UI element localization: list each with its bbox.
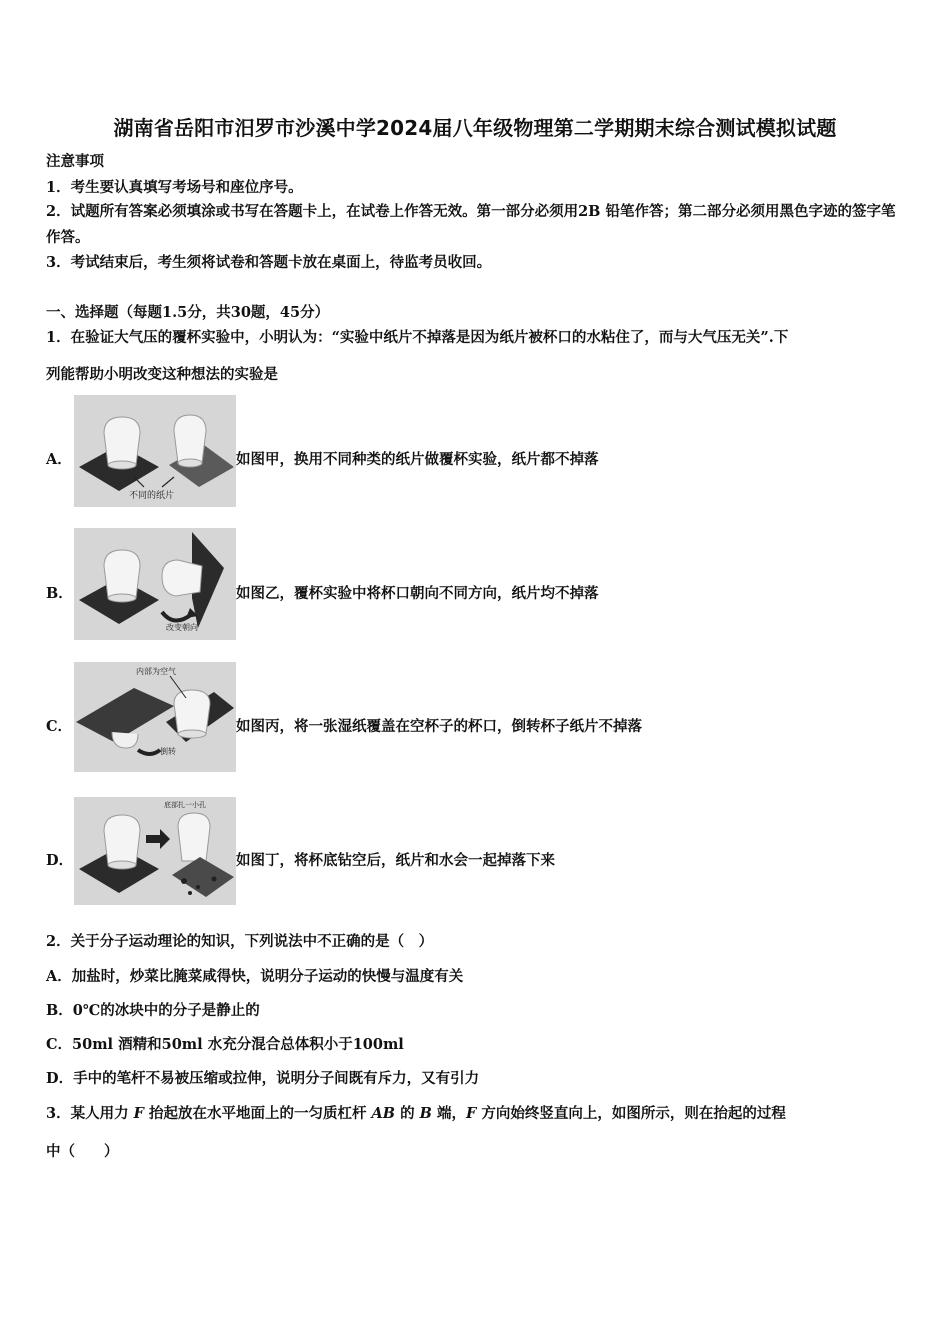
q3-var-f1: F bbox=[133, 1105, 144, 1122]
q3-stem-line1 bbox=[46, 1104, 908, 1124]
figure-b-caption: 改变朝向 bbox=[166, 623, 198, 632]
exam-title: 湖南省岳阳市汨罗市沙溪中学2024届八年级物理第二学期期末综合测试模拟试题 bbox=[113, 116, 837, 140]
q1-stem-line1: 1．在验证大气压的覆杯实验中，小明认为：“实验中纸片不掉落是因为纸片被杯口的水粘住了，而与大气压无关”.下 bbox=[46, 329, 789, 346]
q1-option-b-label: B． bbox=[46, 585, 73, 602]
q2-option-c: C．50ml 酒精和50ml 水充分混合总体积小于100ml bbox=[46, 1036, 404, 1053]
q2-stem: 2．关于分子运动理论的知识，下列说法中不正确的是（ ） bbox=[46, 933, 434, 950]
notice-item-2: 2．试题所有答案必须填涂或书写在答题卡上，在试卷上作答无效。第一部分必须用2B 铅笔作答；第二部分必须用黑色字迹的签字笔作答。 bbox=[46, 203, 896, 246]
q3-text-5: 方向始终竖直向上，如图所示，则在抬起的过程 bbox=[476, 1105, 786, 1122]
q3-text-4: 端， bbox=[431, 1105, 466, 1122]
q3-text-2: 抬起放在水平地面上的一匀质杠杆 bbox=[143, 1105, 372, 1122]
q1-option-d-label: D． bbox=[46, 852, 74, 869]
figure-c-caption2: 倒转 bbox=[160, 747, 176, 756]
figure-a-image bbox=[74, 395, 236, 507]
q1-option-c-text: 如图丙，将一张湿纸覆盖在空杯子的杯口，倒转杯子纸片不掉落 bbox=[236, 718, 642, 735]
q2-option-a: A．加盐时，炒菜比腌菜咸得快，说明分子运动的快慢与温度有关 bbox=[46, 968, 464, 985]
q3-stem-line2: 中（ ） bbox=[46, 1143, 119, 1160]
q1-option-d-text: 如图丁，将杯底钻空后，纸片和水会一起掉落下来 bbox=[236, 852, 555, 869]
q2-option-b: B．0℃的冰块中的分子是静止的 bbox=[46, 1002, 260, 1019]
notice-item-1: 1．考生要认真填写考场号和座位序号。 bbox=[46, 179, 303, 196]
q1-option-b-text: 如图乙，覆杯实验中将杯口朝向不同方向，纸片均不掉落 bbox=[236, 585, 599, 602]
q3-var-b: B bbox=[419, 1105, 432, 1122]
q3-var-f2: F bbox=[466, 1105, 477, 1122]
q3-var-ab: AB bbox=[371, 1105, 396, 1122]
section-heading: 一、选择题（每题1.5分，共30题，45分） bbox=[46, 304, 330, 321]
notice-item-3: 3．考试结束后，考生须将试卷和答题卡放在桌面上，待监考员收回。 bbox=[46, 254, 492, 271]
figure-b-image bbox=[74, 528, 236, 640]
q1-option-c-label: C． bbox=[46, 718, 73, 735]
q2-option-d: D．手中的笔杆不易被压缩或拉伸，说明分子间既有斥力，又有引力 bbox=[46, 1070, 480, 1087]
notice-heading: 注意事项 bbox=[46, 153, 104, 170]
q1-option-a-text: 如图甲，换用不同种类的纸片做覆杯实验，纸片都不掉落 bbox=[236, 451, 599, 468]
figure-d-caption: 底部扎一小孔 bbox=[164, 801, 206, 809]
figure-a-caption: 不同的纸片 bbox=[129, 491, 175, 501]
q1-option-a-label: A． bbox=[46, 451, 72, 468]
q1-stem-line2: 列能帮助小明改变这种想法的实验是 bbox=[46, 366, 278, 383]
q3-text-1: 3．某人用力 bbox=[46, 1105, 134, 1122]
figure-d-image bbox=[74, 797, 236, 905]
figure-c-image bbox=[74, 662, 236, 772]
q3-text-3: 的 bbox=[395, 1105, 420, 1122]
figure-c-caption: 内部为空气 bbox=[136, 667, 176, 676]
